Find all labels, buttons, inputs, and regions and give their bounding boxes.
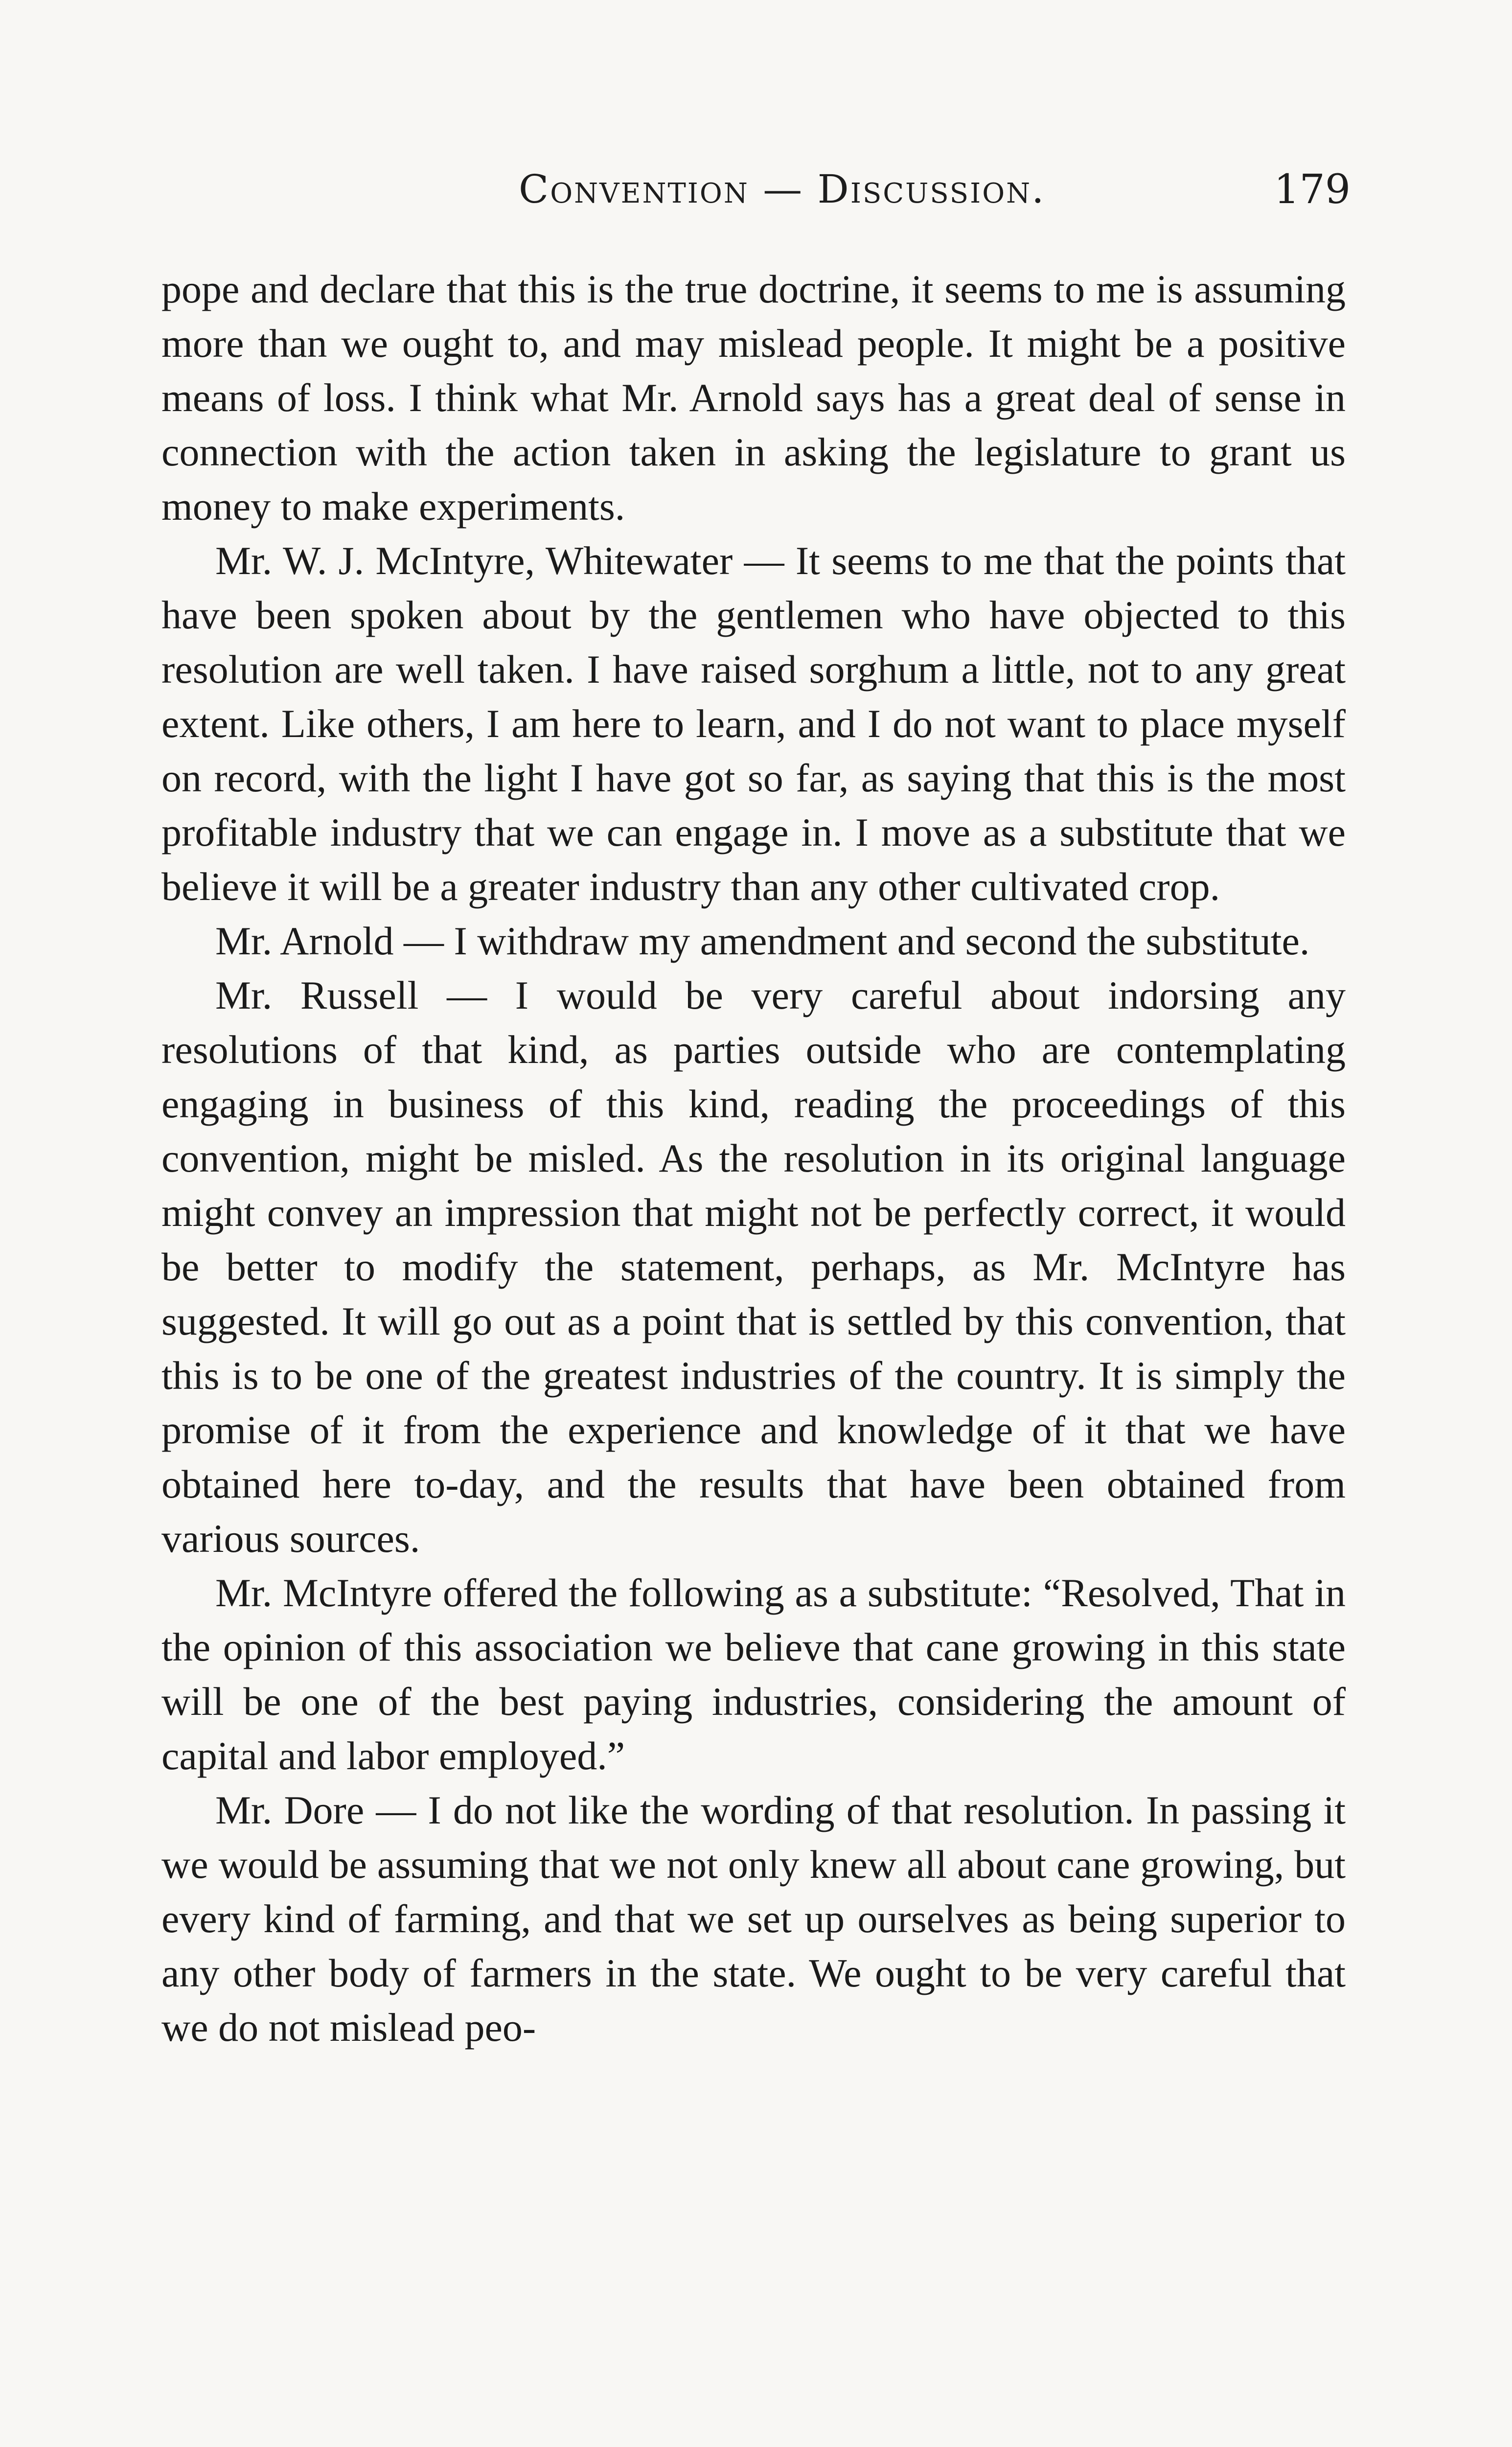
paragraph-russell: Mr. Russell — I would be very careful about indorsing any resolutions of that kind, as parties outside who are contemplating engaging in business of this kind, reading the proceedings of this convention, might be misled. As the resolution in its original language might convey an impression that might not be perfectly correct, it would be better to modify the statement, perhaps, as Mr. McIntyre has suggested. It will go out as a point that is settled by this convention, that this is to be one of the greatest industries of the country. It is simply the promise of it from the experience and knowledge of it that we have obtained here to-day, and the results that have been obtained from various sources. [161,973,1346,1561]
paragraph-continuation: pope and declare that this is the true doctrine, it seems to me is assuming more than we ought to, and may mislead people. It might be a positive means of loss. I think what Mr. Arnold says has a great deal of sense in connection with the action taken in asking the legislature to grant us money to make experiments. [161,267,1346,529]
paragraph-mcintyre: Mr. W. J. McIntyre, Whitewater — It seems to me that the points that have been spoken about by the gentlemen who have objected to this resolution are well taken. I have raised sorghum a little, not to any great extent. Like others, I am here to learn, and I do not want to place myself on record, with the light I have got so far, as saying that this is the most profitable industry that we can engage in. I move as a substitute that we believe it will be a greater industry than any other cultivated crop. [161,538,1346,909]
page-number: 179 [1274,166,1351,213]
paragraph-arnold: Mr. Arnold — I withdraw my amendment and second the substitute. [215,919,1310,963]
paragraph-dore: Mr. Dore — I do not like the wording of that resolution. In passing it we would be assuming that we not only knew all about cane growing, but every kind of farming, and that we set up ourselves as being superior to any other body of farmers in the state. We ought to be very careful that we do not mislead peo- [161,1788,1346,2050]
paragraph-substitute-resolution: Mr. McIntyre offered the following as a substitute: “Resolved, That in the opinion of this association we believe that cane growing in this state will be one of the best paying industries, considering the amount of capital and labor employed.” [161,1570,1346,1778]
running-title: Convention — Discussion. [519,166,1046,212]
running-header [157,166,1351,225]
body-text [161,262,1346,2055]
